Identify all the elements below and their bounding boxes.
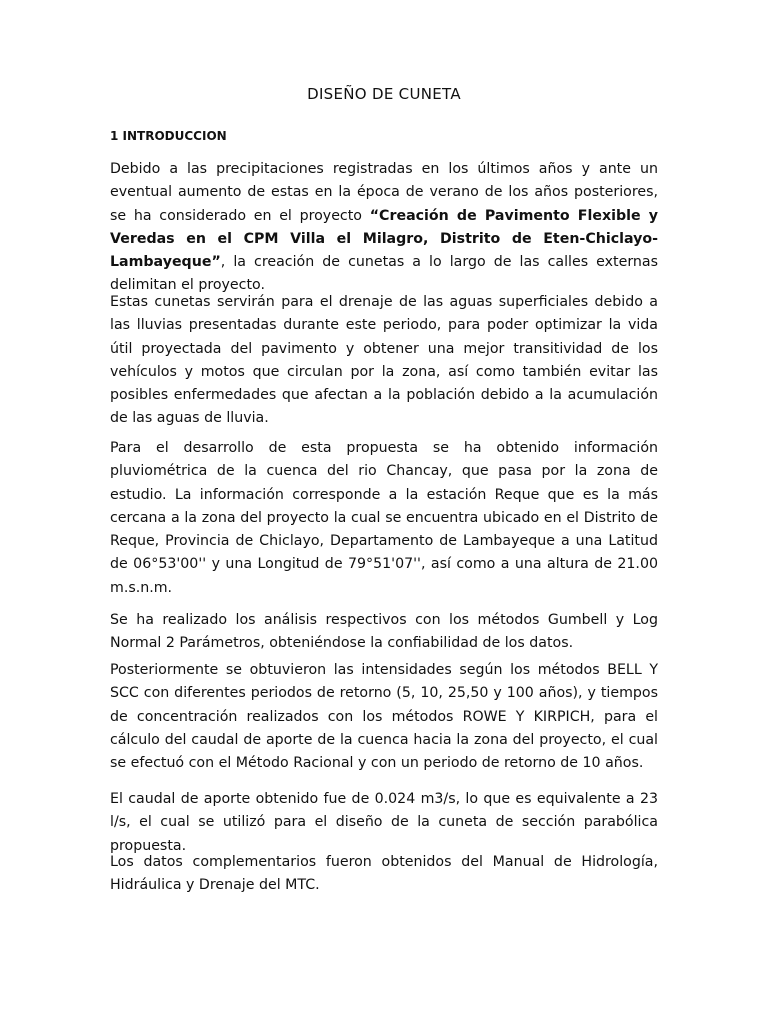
paragraph-intro-text-end: , la creación de cunetas a lo largo de las calles externas delimitan el proyecto.: [110, 254, 658, 294]
paragraph-intro: [110, 158, 658, 298]
document-title: DISEÑO DE CUNETA: [307, 85, 461, 103]
paragraph-intensities: Posteriormente se obtuvieron las intensidades según los métodos BELL Y SCC con diferentes periodos de retorno (5, 10, 25,50 y 100 años), y tiempos de concentración realizados con los métodos ROWE Y KIRPICH, para el cálculo del caudal de aporte de la cuenca hacia la zona del proyecto, el cual se efectuó con el Método Racional y con un periodo de retorno de 10 años.: [110, 662, 658, 772]
section-heading: 1 INTRODUCCION: [110, 129, 227, 143]
paragraph-sources: Los datos complementarios fueron obtenidos del Manual de Hidrología, Hidráulica y Drenaje del MTC.: [110, 854, 658, 894]
project-name: “Creación de Pavimento Flexible y Veredas en el CPM Villa el Milagro, Distrito de Eten-Chiclayo-Lambayeque”: [110, 207, 659, 271]
paragraph-station-info: Para el desarrollo de esta propuesta se ha obtenido información pluviométrica de la cuenca del rio Chancay, que pasa por la zona de estudio. La información corresponde a la estación Reque que es la más cercana a la zona del proyecto la cual se encuentra ubicado en el Distrito de Reque, Provincia de Chiclayo, Departamento de Lambayeque a una Latitud de 06°53'00'' y una Longitud de 79°51'07'', así como a una altura de 21.00 m.s.n.m.: [110, 440, 658, 596]
paragraph-analysis: Se ha realizado los análisis respectivos con los métodos Gumbell y Log Normal 2 Parámetros, obteniéndose la confiabilidad de los datos.: [110, 612, 658, 652]
paragraph-intro-text: Debido a las precipitaciones registradas en los últimos años y ante un eventual aumento de estas en la época de verano de los años posteriores, se ha considerado en el proyecto: [110, 161, 658, 224]
paragraph-flow: El caudal de aporte obtenido fue de 0.024 m3/s, lo que es equivalente a 23 l/s, el cual se utilizó para el diseño de la cuneta de sección parabólica propuesta.: [110, 791, 658, 854]
paragraph-purpose: Estas cunetas servirán para el drenaje de las aguas superficiales debido a las lluvias presentadas durante este periodo, para poder optimizar la vida útil proyectada del pavimento y obtener una mejor transitividad de los vehículos y motos que circulan por la zona, así como también evitar las posibles enfermedades que afectan a la población debido a la acumulación de las aguas de lluvia.: [110, 294, 658, 427]
